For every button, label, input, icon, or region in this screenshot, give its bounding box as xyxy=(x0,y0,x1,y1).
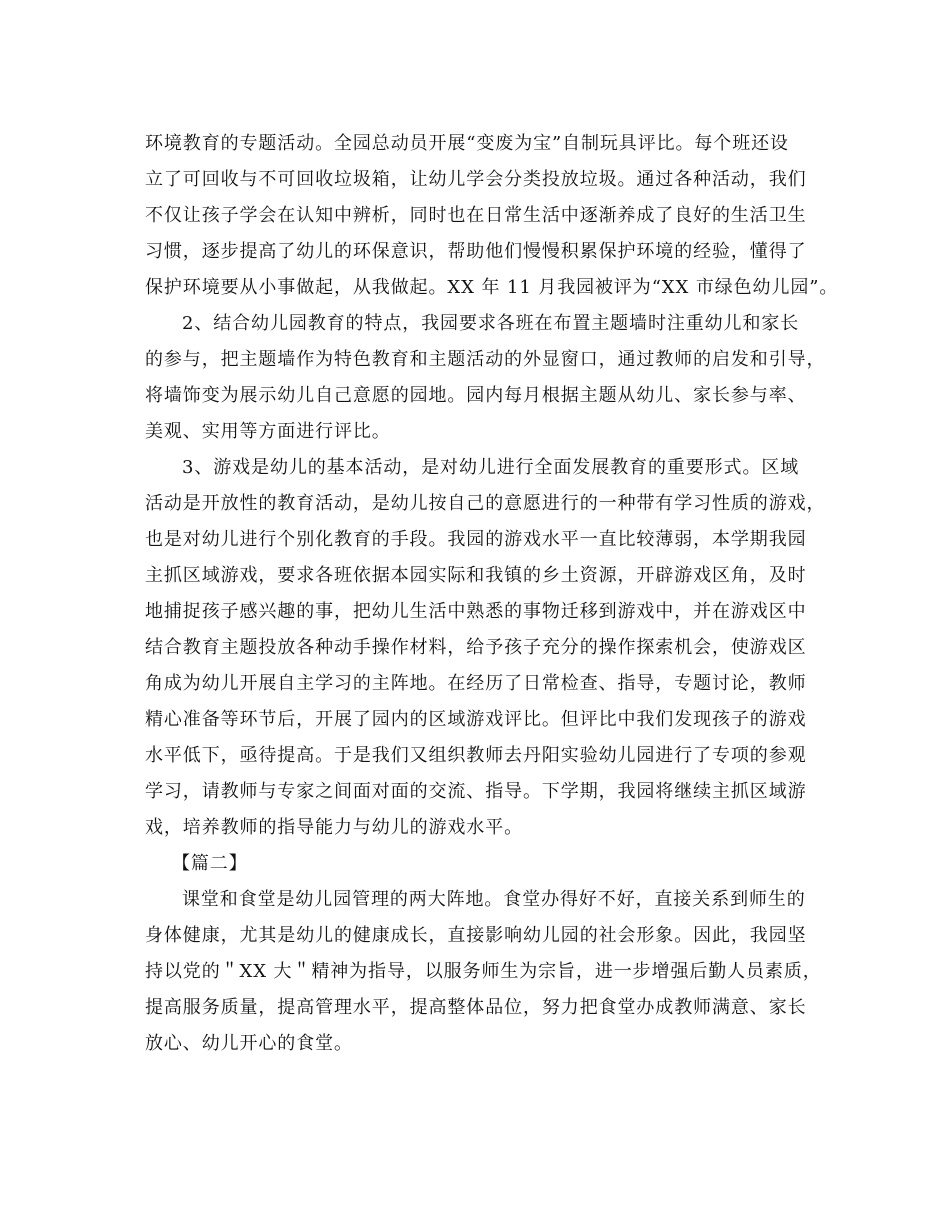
text-line: 结合教育主题投放各种动手操作材料，给予孩子充分的操作探索机会，使游戏区 xyxy=(145,637,807,658)
section-heading: 【篇二】 xyxy=(172,853,248,874)
text-line: 不仅让孩子学会在认知中辨析，同时也在日常生活中逐渐养成了良好的生活卫生 xyxy=(145,205,807,226)
text-line: 保护环境要从小事做起，从我做起。XX 年 11 月我园被评为“XX 市绿色幼儿园”。 xyxy=(145,277,839,298)
text-line: 立了可回收与不可回收垃圾箱，让幼儿学会分类投放垃圾。通过各种活动，我们 xyxy=(145,169,807,190)
text-line: 地捕捉孩子感兴趣的事，把幼儿生活中熟悉的事物迁移到游戏中，并在游戏区中 xyxy=(145,601,807,622)
text-line: 环境教育的专题活动。全园总动员开展“变废为宝”自制玩具评比。每个班还设 xyxy=(145,133,789,154)
paragraph-4-start: 课堂和食堂是幼儿园管理的两大阵地。食堂办得好不好，直接关系到师生的 xyxy=(182,889,806,910)
text-line: 精心准备等环节后，开展了园内的区域游戏评比。但评比中我们发现孩子的游戏 xyxy=(145,709,807,730)
text-line: 持以党的＂XX 大＂精神为指导，以服务师生为宗旨，进一步增强后勤人员素质， xyxy=(145,961,822,982)
paragraph-3-start: 3、游戏是幼儿的基本活动，是对幼儿进行全面发展教育的重要形式。区域 xyxy=(182,457,800,478)
text-line: 也是对幼儿进行个别化教育的手段。我园的游戏水平一直比较薄弱，本学期我园 xyxy=(145,529,807,550)
text-line: 习惯，逐步提高了幼儿的环保意识，帮助他们慢慢积累保护环境的经验，懂得了 xyxy=(145,241,807,262)
text-line: 戏，培养教师的指导能力与幼儿的游戏水平。 xyxy=(145,817,523,838)
text-line: 活动是开放性的教育活动，是幼儿按自己的意愿进行的一种带有学习性质的游戏， xyxy=(145,493,826,514)
text-line: 主抓区域游戏，要求各班依据本园实际和我镇的乡土资源，开辟游戏区角，及时 xyxy=(145,565,807,586)
text-line: 提高服务质量，提高管理水平，提高整体品位，努力把食堂办成教师满意、家长 xyxy=(145,997,807,1018)
text-line: 的参与，把主题墙作为特色教育和主题活动的外显窗口，通过教师的启发和引导， xyxy=(145,349,826,370)
text-line: 美观、实用等方面进行评比。 xyxy=(145,421,391,442)
text-line: 将墙饰变为展示幼儿自己意愿的园地。园内每月根据主题从幼儿、家长参与率、 xyxy=(145,385,807,406)
paragraph-2-start: 2、结合幼儿园教育的特点，我园要求各班在布置主题墙时注重幼儿和家长 xyxy=(182,313,800,334)
text-line: 水平低下，亟待提高。于是我们又组织教师去丹阳实验幼儿园进行了专项的参观 xyxy=(145,745,807,766)
text-line: 身体健康，尤其是幼儿的健康成长，直接影响幼儿园的社会形象。因此，我园坚 xyxy=(145,925,807,946)
text-line: 学习，请教师与专家之间面对面的交流、指导。下学期，我园将继续主抓区域游 xyxy=(145,781,807,802)
text-line: 放心、幼儿开心的食堂。 xyxy=(145,1033,353,1054)
text-line: 角成为幼儿开展自主学习的主阵地。在经历了日常检查、指导，专题讨论，教师 xyxy=(145,673,807,694)
